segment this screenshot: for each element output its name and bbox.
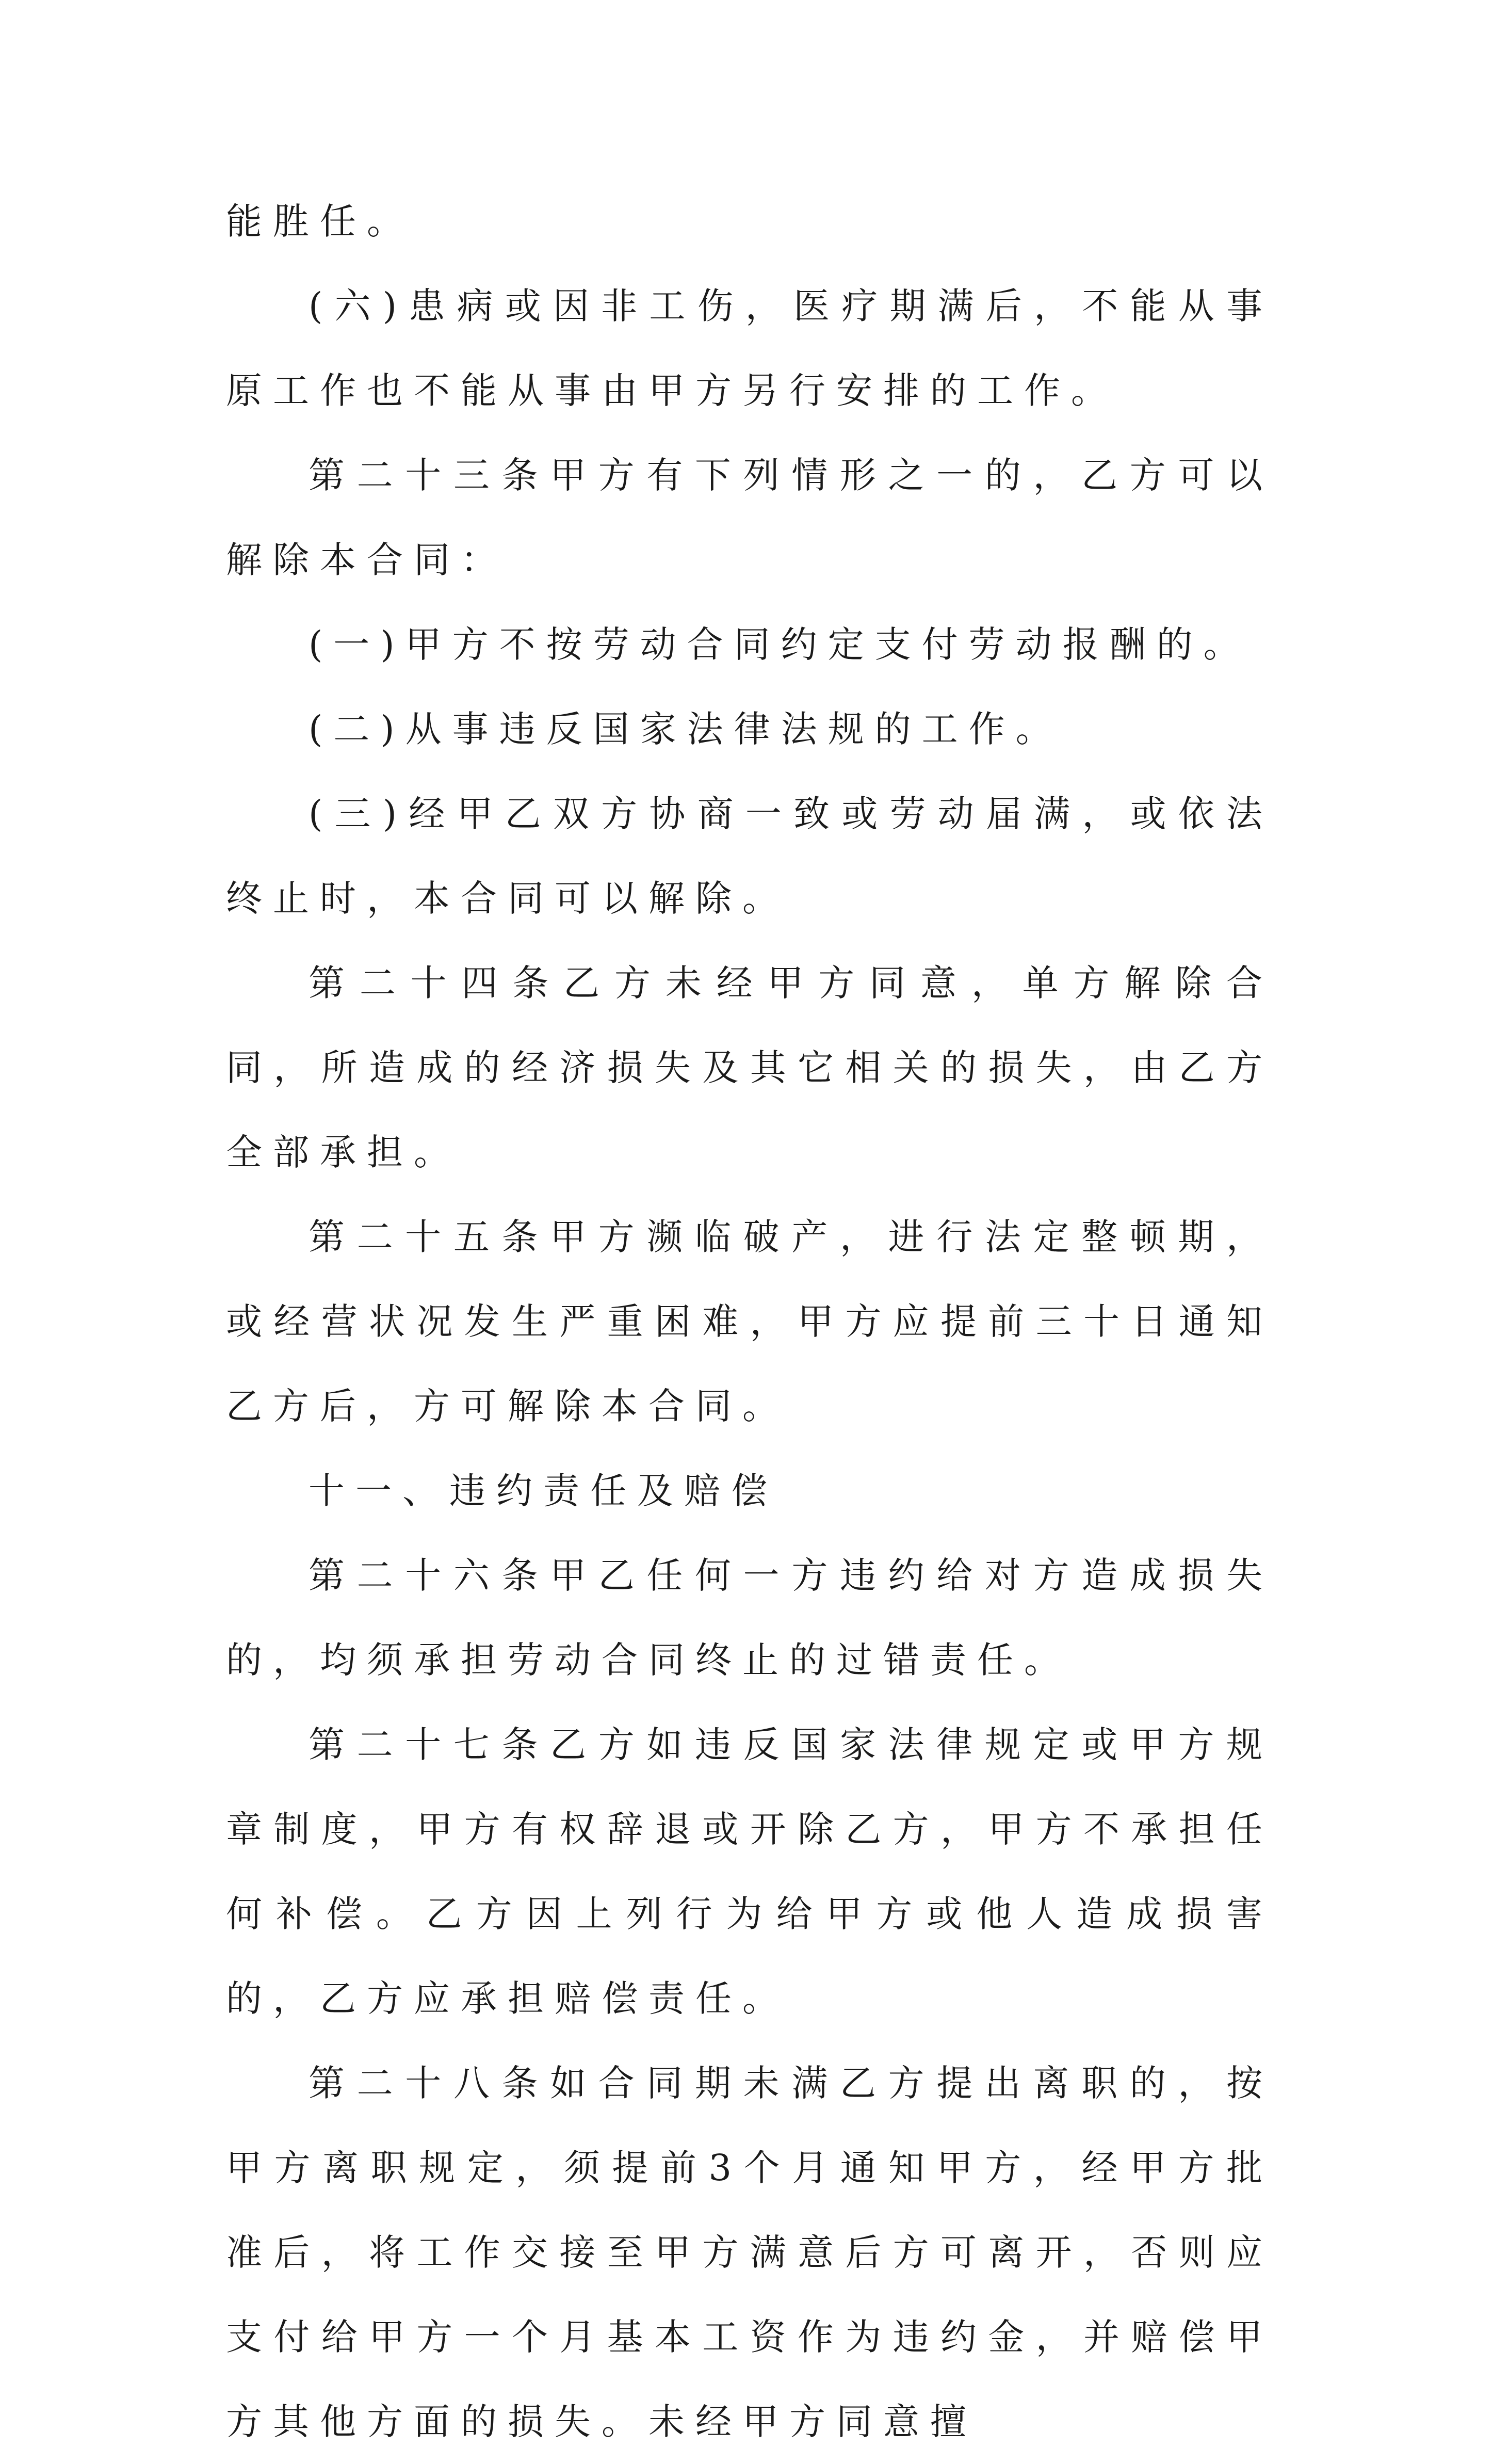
paragraph-continuation: 能胜任。 [226, 200, 414, 243]
paragraph-article-25: 第二十五条甲方濒临破产，进行法定整顿期，或经营状况发生严重困难，甲方应提前三十日通知乙方后，方可解除本合同。 [226, 1216, 1273, 1427]
document-body [226, 179, 1273, 2464]
paragraph-article-28: 第二十八条如合同期未满乙方提出离职的，按甲方离职规定，须提前3个月通知甲方，经甲方批准后，将工作交接至甲方满意后方可离开，否则应支付给甲方一个月基本工资作为违约金，并赔偿甲方其他方面的损失。未经甲方同意擅 [226, 2062, 1273, 2443]
paragraph-item-1: (一)甲方不按劳动合同约定支付劳动报酬的。 [309, 623, 1251, 666]
paragraph-item-2: (二)从事违反国家法律法规的工作。 [309, 708, 1063, 750]
paragraph-item-3: (三)经甲乙双方协商一致或劳动届满，或依法终止时，本合同可以解除。 [226, 793, 1273, 920]
paragraph-article-23: 第二十三条甲方有下列情形之一的，乙方可以解除本合同： [226, 454, 1273, 581]
section-heading-11: 十一、违约责任及赔偿 [309, 1470, 778, 1512]
paragraph-item-6: (六)患病或因非工伤，医疗期满后，不能从事原工作也不能从事由甲方另行安排的工作。 [226, 285, 1273, 412]
paragraph-article-27: 第二十七条乙方如违反国家法律规定或甲方规章制度，甲方有权辞退或开除乙方，甲方不承担任何补偿。乙方因上列行为给甲方或他人造成损害的，乙方应承担赔偿责任。 [226, 1724, 1273, 2020]
paragraph-article-24: 第二十四条乙方未经甲方同意，单方解除合同，所造成的经济损失及其它相关的损失，由乙方全部承担。 [226, 962, 1273, 1173]
paragraph-article-26: 第二十六条甲乙任何一方违约给对方造成损失的，均须承担劳动合同终止的过错责任。 [226, 1554, 1273, 1681]
